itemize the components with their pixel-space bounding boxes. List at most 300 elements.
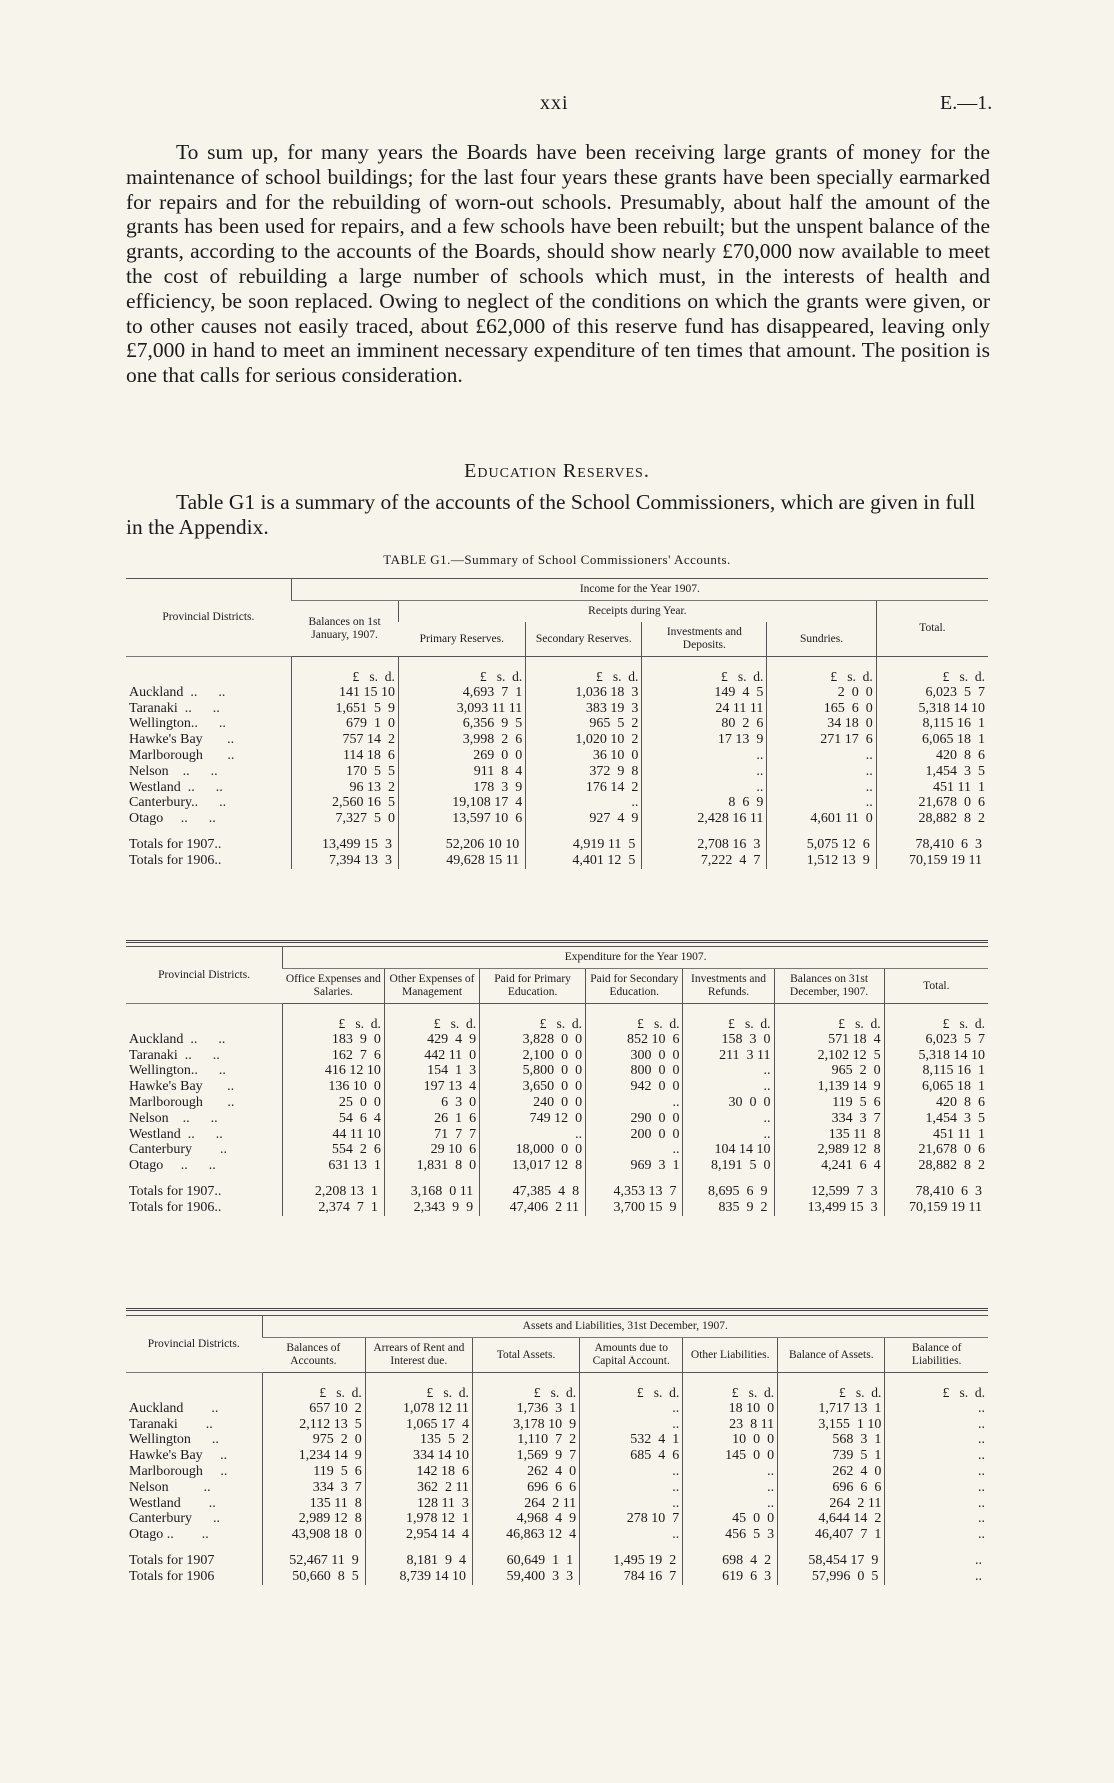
table-cell: £ s. d. [778, 1373, 885, 1401]
spacer-row [126, 1543, 988, 1553]
table-cell: 26 1 6 [384, 1111, 479, 1127]
section-paragraph: Table G1 is a summary of the accounts of the School Commissioners, which are given in full in the Appendix. [126, 490, 976, 539]
income-group-header: Income for the Year 1907. [291, 579, 988, 601]
table-cell: 568 3 1 [778, 1432, 885, 1448]
table-cell: 2 0 0 [767, 685, 876, 701]
table-cell: 178 3 9 [398, 780, 525, 796]
col-provincial-districts: Provincial Districts. [126, 947, 283, 1004]
table-cell: £ s. d. [767, 657, 876, 685]
table-cell: 7,327 5 0 [291, 811, 398, 827]
table-cell: 170 5 5 [291, 764, 398, 780]
totals-row [126, 1200, 988, 1216]
table-cell: 5,318 14 10 [884, 1048, 988, 1064]
table-row [126, 1527, 988, 1543]
totals-row [126, 1569, 988, 1585]
table-cell: .. [885, 1496, 988, 1512]
table-cell: 800 0 0 [586, 1063, 683, 1079]
table-cell: 21,678 0 6 [876, 795, 988, 811]
table-row [126, 1448, 988, 1464]
table-cell: .. [683, 1063, 774, 1079]
table-cell: £ s. d. [683, 1373, 778, 1401]
table-cell: 17 13 9 [642, 732, 767, 748]
col-provincial-districts: Provincial Districts. [126, 579, 291, 657]
table-cell: 451 11 1 [876, 780, 988, 796]
table-cell: 269 0 0 [398, 748, 525, 764]
table-cell: 46,407 7 1 [778, 1527, 885, 1543]
table-cell: 965 5 2 [526, 716, 642, 732]
table-cell: 21,678 0 6 [884, 1142, 988, 1158]
table-cell: 362 2 11 [365, 1480, 472, 1496]
spacer-cell [480, 1174, 586, 1184]
table-cell: 8,695 6 9 [683, 1184, 774, 1200]
col-total-assets: Total Assets. [472, 1338, 579, 1373]
table-cell: 262 4 0 [472, 1464, 579, 1480]
table-cell: 6 3 0 [384, 1095, 479, 1111]
row-label: Otago .. .. [129, 1158, 216, 1174]
row-label: Wellington.. .. [129, 1063, 226, 1079]
table-cell: 6,356 9 5 [398, 716, 525, 732]
table-cell: .. [683, 1127, 774, 1143]
table-cell: £ s. d. [472, 1373, 579, 1401]
table-cell: £ s. d. [884, 1004, 988, 1032]
table-cell: 7,394 13 3 [291, 853, 398, 869]
table-cell: 176 14 2 [526, 780, 642, 796]
table-row [126, 732, 988, 748]
table-cell: .. [885, 1448, 988, 1464]
table-cell: .. [885, 1464, 988, 1480]
table-cell: £ s. d. [885, 1373, 988, 1401]
spacer-cell [262, 1543, 365, 1553]
table-cell: 12,599 7 3 [774, 1184, 884, 1200]
table-cell: .. [526, 795, 642, 811]
income-table [126, 578, 988, 869]
table-cell: 6,023 5 7 [884, 1032, 988, 1048]
table-cell: 43,908 18 0 [262, 1527, 365, 1543]
table-cell: 78,410 6 3 [884, 1184, 988, 1200]
table-cell: 1,495 19 2 [580, 1553, 683, 1569]
table-cell: 13,017 12 8 [480, 1158, 586, 1174]
table-cell: 80 2 6 [642, 716, 767, 732]
table-cell: 70,159 19 11 [884, 1200, 988, 1216]
table-cell: .. [580, 1496, 683, 1512]
table-cell: 300 0 0 [586, 1048, 683, 1064]
table-cell: 119 5 6 [774, 1095, 884, 1111]
table-cell: 696 6 6 [778, 1480, 885, 1496]
table-cell: 78,410 6 3 [876, 837, 988, 853]
spacer-cell [126, 1174, 283, 1184]
table-cell: 60,649 1 1 [472, 1553, 579, 1569]
table-row [126, 795, 988, 811]
table-cell: 1,512 13 9 [767, 853, 876, 869]
col-balances-jan: Balances on 1st January, 1907. [308, 615, 381, 641]
table-cell: .. [642, 780, 767, 796]
table-cell: .. [642, 764, 767, 780]
row-label [126, 657, 291, 685]
spacer-row [126, 1174, 988, 1184]
table-cell: .. [580, 1480, 683, 1496]
row-label: Auckland .. .. [129, 1031, 226, 1047]
table-cell: 10 0 0 [683, 1432, 778, 1448]
table-cell: 4,353 13 7 [586, 1184, 683, 1200]
table-row [126, 748, 988, 764]
expenditure-table-body [126, 1004, 988, 1216]
col-balances-accounts: Balances of Accounts. [286, 1342, 341, 1367]
table-cell: 197 13 4 [384, 1079, 479, 1095]
document-reference: E.—1. [940, 92, 993, 114]
table-row [126, 780, 988, 796]
col-balance-liabilities: Balance of Liabilities. [885, 1338, 988, 1373]
table-cell: 271 17 6 [767, 732, 876, 748]
table-cell: 2,989 12 8 [262, 1511, 365, 1527]
table-cell: 532 4 1 [580, 1432, 683, 1448]
row-label: Canterbury .. [129, 1511, 220, 1527]
col-secondary-reserves: Secondary Reserves. [526, 622, 642, 657]
table-cell: 149 4 5 [642, 685, 767, 701]
table-cell: 631 13 1 [283, 1158, 385, 1174]
table-cell: 18,000 0 0 [480, 1142, 586, 1158]
table-cell: 58,454 17 9 [778, 1553, 885, 1569]
table-cell: 135 5 2 [365, 1432, 472, 1448]
table-cell: 3,178 10 9 [472, 1417, 579, 1433]
table-cell: £ s. d. [683, 1004, 774, 1032]
table-cell: .. [885, 1553, 988, 1569]
table-cell: 119 5 6 [262, 1464, 365, 1480]
table-cell: 44 11 10 [283, 1127, 385, 1143]
income-table-body [126, 657, 988, 869]
units-row [126, 657, 988, 685]
totals-row [126, 853, 988, 869]
page-number: xxi [540, 92, 569, 114]
spacer-cell [774, 1174, 884, 1184]
table-cell: .. [683, 1464, 778, 1480]
table-cell: 416 12 10 [283, 1063, 385, 1079]
table-row [126, 1127, 988, 1143]
table-cell: .. [885, 1417, 988, 1433]
col-office-expenses: Office Expenses and Salaries. [285, 973, 381, 998]
table-cell: 2,102 12 5 [774, 1048, 884, 1064]
units-row [126, 1373, 988, 1401]
table-cell: 4,601 11 0 [767, 811, 876, 827]
expenditure-group-header: Expenditure for the Year 1907. [283, 947, 988, 969]
col-primary-education: Paid for Primary Education. [480, 969, 586, 1004]
table-cell: 5,075 12 6 [767, 837, 876, 853]
table-cell: 2,428 16 11 [642, 811, 767, 827]
table-cell: £ s. d. [876, 657, 988, 685]
table-cell: 154 1 3 [384, 1063, 479, 1079]
table-cell: 911 8 4 [398, 764, 525, 780]
table-row [126, 701, 988, 717]
table-cell: 2,708 16 3 [642, 837, 767, 853]
row-label: Hawke's Bay .. [129, 1079, 235, 1095]
table-cell: 135 11 8 [262, 1496, 365, 1512]
row-label: Wellington .. [129, 1432, 219, 1448]
col-balances-dec: Balances on 31st December, 1907. [774, 969, 884, 1004]
col-sundries: Sundries. [767, 622, 876, 657]
col-other-liabilities: Other Liabilities. [683, 1338, 778, 1373]
table-cell: .. [885, 1401, 988, 1417]
table-row [126, 1079, 988, 1095]
table-cell: 3,650 0 0 [480, 1079, 586, 1095]
table-divider [126, 1308, 988, 1311]
table-cell: .. [885, 1432, 988, 1448]
table-cell: £ s. d. [291, 657, 398, 685]
table-cell: .. [580, 1464, 683, 1480]
spacer-cell [384, 1174, 479, 1184]
col-provincial-districts: Provincial Districts. [126, 1316, 262, 1373]
table-cell: 135 11 8 [774, 1127, 884, 1143]
table-cell: 45 0 0 [683, 1511, 778, 1527]
table-cell: 200 0 0 [586, 1127, 683, 1143]
table-cell: 757 14 2 [291, 732, 398, 748]
table-cell: 927 4 9 [526, 811, 642, 827]
row-label: Westland .. .. [129, 779, 223, 795]
table-caption: TABLE G1.—Summary of School Commissioners' Accounts. [383, 552, 731, 567]
table-cell: 28,882 8 2 [884, 1158, 988, 1174]
table-cell: 334 3 7 [774, 1111, 884, 1127]
col-investments-refunds: Investments and Refunds. [683, 969, 774, 1004]
table-cell: 3,093 11 11 [398, 701, 525, 717]
table-cell: 3,700 15 9 [586, 1200, 683, 1216]
table-cell: .. [885, 1527, 988, 1543]
table-cell: 442 11 0 [384, 1048, 479, 1064]
spacer-cell [884, 1174, 988, 1184]
table-cell: 8,181 9 4 [365, 1553, 472, 1569]
table-cell: 52,206 10 10 [398, 837, 525, 853]
table-cell: 13,597 10 6 [398, 811, 525, 827]
table-cell: .. [642, 748, 767, 764]
assets-liabilities-table [126, 1315, 988, 1585]
table-cell: 34 18 0 [767, 716, 876, 732]
table-cell: 264 2 11 [472, 1496, 579, 1512]
table-cell: 2,343 9 9 [384, 1200, 479, 1216]
table-cell: 104 14 10 [683, 1142, 774, 1158]
table-cell: 49,628 15 11 [398, 853, 525, 869]
table-cell: 18 10 0 [683, 1401, 778, 1417]
table-cell: 70,159 19 11 [876, 853, 988, 869]
table-cell: 3,828 0 0 [480, 1032, 586, 1048]
table-cell: 13,499 15 3 [774, 1200, 884, 1216]
table-cell: 334 14 10 [365, 1448, 472, 1464]
table-cell: 420 8 6 [884, 1095, 988, 1111]
spacer-cell [526, 827, 642, 837]
table-cell: 3,155 1 10 [778, 1417, 885, 1433]
table-cell: 4,919 11 5 [526, 837, 642, 853]
table-cell: 4,693 7 1 [398, 685, 525, 701]
expenditure-table [126, 946, 988, 1216]
row-label: Totals for 1907.. [129, 836, 222, 852]
spacer-cell [126, 827, 291, 837]
totals-row [126, 1553, 988, 1569]
totals-row [126, 1184, 988, 1200]
spacer-cell [291, 827, 398, 837]
col-balance-assets: Balance of Assets. [778, 1338, 885, 1373]
table-divider [126, 940, 988, 943]
table-cell: 6,065 18 1 [876, 732, 988, 748]
table-cell: 3,998 2 6 [398, 732, 525, 748]
spacer-cell [642, 827, 767, 837]
table-cell: 1,234 14 9 [262, 1448, 365, 1464]
spacer-cell [767, 827, 876, 837]
table-cell: 158 3 0 [683, 1032, 774, 1048]
table-cell: 383 19 3 [526, 701, 642, 717]
col-arrears: Arrears of Rent and Interest due. [365, 1338, 472, 1373]
table-cell: 429 4 9 [384, 1032, 479, 1048]
table-cell: 334 3 7 [262, 1480, 365, 1496]
table-row [126, 1032, 988, 1048]
table-cell: 749 12 0 [480, 1111, 586, 1127]
table-cell: £ s. d. [586, 1004, 683, 1032]
table-cell: 57,996 0 5 [778, 1569, 885, 1585]
row-label: Auckland .. .. [129, 684, 226, 700]
table-cell: 96 13 2 [291, 780, 398, 796]
table-cell: 47,406 2 11 [480, 1200, 586, 1216]
table-cell: 278 10 7 [580, 1511, 683, 1527]
receipts-header: Receipts during Year. [398, 601, 876, 623]
table-cell: 679 1 0 [291, 716, 398, 732]
table-cell: 657 10 2 [262, 1401, 365, 1417]
table-cell: 141 15 10 [291, 685, 398, 701]
table-row [126, 1111, 988, 1127]
table-cell: .. [586, 1095, 683, 1111]
table-cell: 571 18 4 [774, 1032, 884, 1048]
table-row [126, 1480, 988, 1496]
table-cell: .. [767, 748, 876, 764]
table-cell: .. [683, 1111, 774, 1127]
table-cell: 183 9 0 [283, 1032, 385, 1048]
row-label: Totals for 1906.. [129, 852, 222, 868]
table-row [126, 716, 988, 732]
units-row [126, 1004, 988, 1032]
table-cell: 1,139 14 9 [774, 1079, 884, 1095]
spacer-cell [580, 1543, 683, 1553]
table-cell: 19,108 17 4 [398, 795, 525, 811]
table-row [126, 1063, 988, 1079]
table-cell: 5,800 0 0 [480, 1063, 586, 1079]
row-label: Canterbury .. [129, 1142, 227, 1158]
table-cell: 835 9 2 [683, 1200, 774, 1216]
table-cell: £ s. d. [642, 657, 767, 685]
table-cell: £ s. d. [283, 1004, 385, 1032]
table-cell: 685 4 6 [580, 1448, 683, 1464]
table-cell: 554 2 6 [283, 1142, 385, 1158]
table-cell: .. [885, 1569, 988, 1585]
table-row [126, 1496, 988, 1512]
table-cell: 852 10 6 [586, 1032, 683, 1048]
table-cell: 942 0 0 [586, 1079, 683, 1095]
col-investments-deposits: Investments and Deposits. [642, 622, 767, 657]
table-cell: 211 3 11 [683, 1048, 774, 1064]
assets-group-header: Assets and Liabilities, 31st December, 1907. [262, 1316, 988, 1338]
spacer-cell [683, 1543, 778, 1553]
row-label: Hawke's Bay .. [129, 1448, 228, 1464]
table-cell: 619 6 3 [683, 1569, 778, 1585]
table-cell: .. [767, 795, 876, 811]
table-cell: .. [580, 1417, 683, 1433]
spacer-cell [283, 1174, 385, 1184]
table-row [126, 764, 988, 780]
col-secondary-education: Paid for Secondary Education. [586, 969, 683, 1004]
spacer-cell [472, 1543, 579, 1553]
table-cell: 13,499 15 3 [291, 837, 398, 853]
table-cell: 5,318 14 10 [876, 701, 988, 717]
table-cell: £ s. d. [398, 657, 525, 685]
table-cell: 8 6 9 [642, 795, 767, 811]
table-cell: 8,115 16 1 [884, 1063, 988, 1079]
row-label: Marlborough .. [129, 1463, 228, 1479]
table-cell: 2,954 14 4 [365, 1527, 472, 1543]
table-cell: .. [767, 780, 876, 796]
section-title: Education Reserves. [464, 460, 650, 482]
table-cell: £ s. d. [526, 657, 642, 685]
table-cell: 25 0 0 [283, 1095, 385, 1111]
row-label: Canterbury.. .. [129, 795, 227, 811]
table-cell: .. [885, 1480, 988, 1496]
row-label: Totals for 1906 [129, 1568, 215, 1584]
table-cell: .. [586, 1142, 683, 1158]
table-cell: 456 5 3 [683, 1527, 778, 1543]
table-cell: 114 18 6 [291, 748, 398, 764]
table-cell: 372 9 8 [526, 764, 642, 780]
table-cell: 1,110 7 2 [472, 1432, 579, 1448]
row-label: Totals for 1906.. [129, 1199, 222, 1215]
table-cell: 264 2 11 [778, 1496, 885, 1512]
table-cell: 1,831 8 0 [384, 1158, 479, 1174]
table-row [126, 1048, 988, 1064]
table-cell: 4,401 12 5 [526, 853, 642, 869]
table-cell: 4,968 4 9 [472, 1511, 579, 1527]
table-cell: 59,400 3 3 [472, 1569, 579, 1585]
row-label: Hawke's Bay .. [129, 732, 235, 748]
table-cell: 4,241 6 4 [774, 1158, 884, 1174]
table-cell: 52,467 11 9 [262, 1553, 365, 1569]
col-other-expenses: Other Expenses of Management [384, 969, 479, 1004]
table-cell: 2,560 16 5 [291, 795, 398, 811]
table-row [126, 1511, 988, 1527]
assets-table-body [126, 1373, 988, 1585]
row-label: Nelson .. [129, 1479, 211, 1495]
table-row [126, 1417, 988, 1433]
table-cell: 1,736 3 1 [472, 1401, 579, 1417]
table-cell: 1,569 9 7 [472, 1448, 579, 1464]
table-cell: 290 0 0 [586, 1111, 683, 1127]
table-cell: 2,100 0 0 [480, 1048, 586, 1064]
table-cell: 739 5 1 [778, 1448, 885, 1464]
table-cell: 965 2 0 [774, 1063, 884, 1079]
row-label: Otago .. .. [129, 811, 216, 827]
table-cell: 47,385 4 8 [480, 1184, 586, 1200]
table-cell: .. [580, 1527, 683, 1543]
table-cell: 162 7 6 [283, 1048, 385, 1064]
table-cell: 6,023 5 7 [876, 685, 988, 701]
table-cell: 1,020 10 2 [526, 732, 642, 748]
table-cell: 1,078 12 11 [365, 1401, 472, 1417]
row-label: Westland .. .. [129, 1126, 223, 1142]
table-cell: 240 0 0 [480, 1095, 586, 1111]
table-cell: £ s. d. [365, 1373, 472, 1401]
col-total: Total. [876, 601, 988, 657]
table-row [126, 1095, 988, 1111]
table-row [126, 1142, 988, 1158]
table-cell: 8,739 14 10 [365, 1569, 472, 1585]
table-cell: 7,222 4 7 [642, 853, 767, 869]
col-primary-reserves: Primary Reserves. [419, 632, 504, 645]
table-cell: 142 18 6 [365, 1464, 472, 1480]
intro-paragraph: To sum up, for many years the Boards have been receiving large grants of money for the maintenance of school buildings; for the last four years these grants have been specially earmarked for repairs and for the rebuilding of worn-out schools. Presumably, about half the amount of the grants has been used for repairs, and a few schools have been rebuilt; but the unspent balance of the grants, according to the accounts of the Boards, should show nearly £70,000 now available to meet the cost of rebuilding a large number of schools which must, in the interests of health and efficiency, be soon replaced. Owing to neglect of the conditions on which the grants were given, or to other causes not easily traced, about £62,000 of this reserve fund has disappeared, leaving only £7,000 in hand to meet an imminent necessary expenditure of ten times that amount. The position is one that calls for serious consideration. [126, 140, 990, 388]
table-cell: £ s. d. [774, 1004, 884, 1032]
spacer-cell [365, 1543, 472, 1553]
table-cell: 36 10 0 [526, 748, 642, 764]
table-cell: .. [767, 764, 876, 780]
